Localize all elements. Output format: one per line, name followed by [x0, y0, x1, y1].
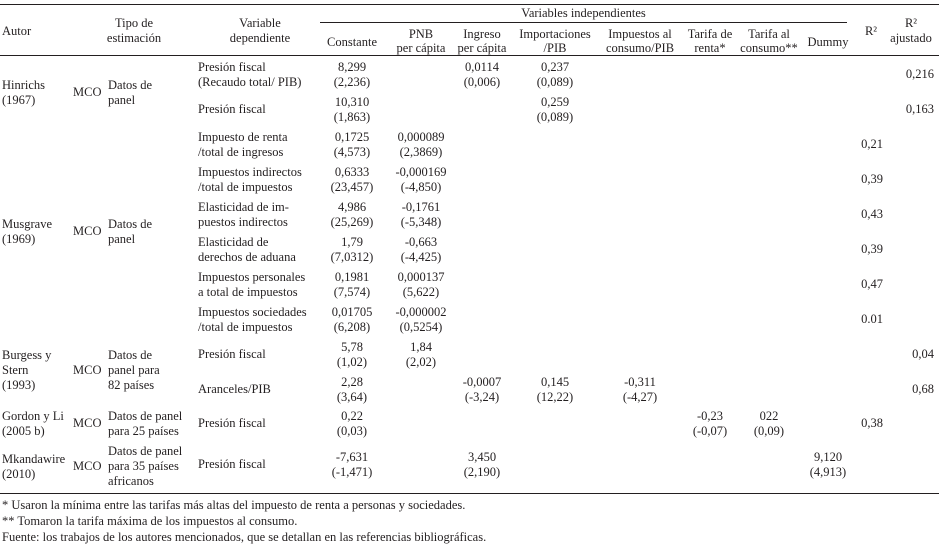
dependent-variable: Elasticidad de — [198, 235, 269, 249]
r2-value: 0,43 — [861, 207, 883, 221]
r2-ajustado-value: 0,04 — [912, 347, 934, 361]
std-error-constante: (23,457) — [330, 180, 374, 194]
r2-value: 0,21 — [861, 137, 883, 151]
estimation-type: Datos de — [108, 78, 153, 92]
header-tipo-1: Tipo de — [114, 16, 154, 30]
std-error-pnb: (0,5254) — [399, 320, 443, 334]
estimation-type: Datos de panel — [108, 409, 183, 423]
r2-value: 0,39 — [861, 242, 883, 256]
std-error-ingreso: (-3,24) — [464, 390, 500, 404]
coefficient-constante: 5,78 — [341, 340, 363, 354]
coefficient-constante: -7,631 — [335, 450, 369, 464]
r2-ajustado-value: 0,163 — [905, 102, 934, 116]
author-name: (1993) — [2, 378, 36, 392]
std-error-constante: (2,236) — [333, 75, 371, 89]
coefficient-constante: 8,299 — [337, 60, 367, 74]
std-error-importaciones: (0,089) — [536, 110, 574, 124]
std-error-importaciones: (12,22) — [536, 390, 574, 404]
dependent-variable: /total de ingresos — [198, 145, 284, 159]
std-error-importaciones: (0,089) — [536, 75, 574, 89]
r2-value: 0,47 — [861, 277, 883, 291]
r2-value: 0,39 — [861, 172, 883, 186]
header-dummy: Dummy — [807, 35, 849, 49]
header-group: Variables independientes — [521, 6, 646, 20]
std-error-constante: (7,574) — [333, 285, 371, 299]
dependent-variable: Impuestos personales — [198, 270, 306, 284]
header-r2-ajustado-1: R² — [904, 16, 918, 30]
header-ingreso-2: per cápita — [457, 41, 507, 55]
coefficient-ingreso: 3,450 — [467, 450, 497, 464]
header-tarifa-renta-2: renta* — [694, 41, 726, 55]
std-error-constante: (1,02) — [336, 355, 368, 369]
author-name: Hinrichs — [2, 78, 46, 92]
estimation-type: panel — [108, 232, 136, 246]
header-importaciones-2: /PIB — [543, 41, 567, 55]
coefficient-pnb: 0,000089 — [397, 130, 445, 144]
coefficient-constante: 0,22 — [341, 409, 363, 423]
std-error-constante: (25,269) — [330, 215, 374, 229]
header-variable-2: dependiente — [229, 31, 291, 45]
coefficient-pnb: 0,000137 — [397, 270, 445, 284]
header-r2-ajustado-2: ajustado — [890, 31, 932, 45]
coefficient-importaciones: 0,259 — [540, 95, 570, 109]
std-error-impuestos: (-4,27) — [622, 390, 658, 404]
estimation-type: para 25 países — [108, 424, 179, 438]
dependent-variable: a total de impuestos — [198, 285, 298, 299]
author-name: Musgrave — [2, 217, 52, 231]
r2-value: 0.01 — [861, 312, 883, 326]
dependent-variable: Presión fiscal — [198, 347, 266, 361]
header-impuestos-1: Impuestos al — [608, 27, 672, 41]
coefficient-pnb: 1,84 — [410, 340, 432, 354]
coefficient-pnb: -0,000002 — [395, 305, 447, 319]
coefficient-constante: 10,310 — [334, 95, 370, 109]
author-name: (1967) — [2, 93, 36, 107]
std-error-tarifa-renta: (-0,07) — [692, 424, 728, 438]
std-error-ingreso: (0,006) — [463, 75, 501, 89]
header-ingreso-1: Ingreso — [463, 27, 501, 41]
coefficient-constante: 4,986 — [337, 200, 367, 214]
std-error-constante: (4,573) — [333, 145, 371, 159]
footnote-renta: * Usaron la mínima entre las tarifas más altas del impuesto de renta a personas y sociedades. — [2, 498, 466, 512]
dependent-variable: Impuestos sociedades — [198, 305, 307, 319]
header-constante: Constante — [327, 35, 377, 49]
header-pnb-1: PNB — [408, 27, 434, 41]
author-name: Stern — [2, 363, 29, 377]
author-name: (1969) — [2, 232, 36, 246]
header-impuestos-2: consumo/PIB — [605, 41, 675, 55]
header-r2: R² — [864, 24, 878, 38]
coefficient-ingreso: -0,0007 — [462, 375, 502, 389]
estimation-type: panel para — [108, 363, 160, 377]
dependent-variable: /total de impuestos — [198, 320, 293, 334]
std-error-constante: (0,03) — [336, 424, 368, 438]
header-tipo-2: estimación — [106, 31, 162, 45]
method-label: MCO — [73, 85, 102, 99]
coefficient-tarifa-consumo: 022 — [759, 409, 779, 423]
coefficient-pnb: -0,663 — [404, 235, 438, 249]
author-name: Mkandawire — [2, 452, 66, 466]
r2-value: 0,38 — [861, 416, 883, 430]
dependent-variable: Impuesto de renta — [198, 130, 288, 144]
header-pnb-2: per cápita — [396, 41, 446, 55]
author-name: Burgess y — [2, 348, 52, 362]
dependent-variable: puestos indirectos — [198, 215, 288, 229]
coefficient-constante: 0,6333 — [334, 165, 370, 179]
header-importaciones-1: Importaciones — [519, 27, 591, 41]
std-error-tarifa-consumo: (0,09) — [753, 424, 785, 438]
coefficient-dummy: 9,120 — [813, 450, 843, 464]
estimation-type: para 35 países — [108, 459, 179, 473]
coefficient-constante: 0,01705 — [331, 305, 373, 319]
top-rule — [0, 4, 939, 5]
coefficient-ingreso: 0,0114 — [465, 60, 499, 74]
group-rule — [320, 22, 847, 23]
std-error-constante: (3,64) — [336, 390, 368, 404]
coefficient-importaciones: 0,145 — [540, 375, 570, 389]
method-label: MCO — [73, 416, 102, 430]
estimation-type: 82 países — [108, 378, 155, 392]
dependent-variable: Impuestos indirectos — [198, 165, 302, 179]
std-error-pnb: (2,02) — [405, 355, 437, 369]
header-tarifa-renta-1: Tarifa de — [687, 27, 733, 41]
coefficient-constante: 1,79 — [341, 235, 363, 249]
dependent-variable: /total de impuestos — [198, 180, 293, 194]
header-variable-1: Variable — [239, 16, 281, 30]
std-error-pnb: (2,3869) — [399, 145, 443, 159]
coefficient-constante: 0,1981 — [334, 270, 370, 284]
method-label: MCO — [73, 459, 102, 473]
std-error-pnb: (-5,348) — [400, 215, 442, 229]
std-error-constante: (1,863) — [333, 110, 371, 124]
header-tarifa-consumo-1: Tarifa al — [748, 27, 790, 41]
coefficient-constante: 0,1725 — [334, 130, 370, 144]
estimation-type: Datos de — [108, 348, 153, 362]
dependent-variable: Presión fiscal — [198, 416, 266, 430]
coefficient-tarifa-renta: -0,23 — [696, 409, 724, 423]
coefficient-importaciones: 0,237 — [540, 60, 570, 74]
r2-ajustado-value: 0,68 — [912, 382, 934, 396]
footnote-consumo: ** Tomaron la tarifa máxima de los impuestos al consumo. — [2, 514, 298, 528]
method-label: MCO — [73, 224, 102, 238]
bottom-rule — [0, 493, 939, 494]
std-error-pnb: (-4,425) — [400, 250, 442, 264]
estimation-type: Datos de — [108, 217, 153, 231]
author-name: Gordon y Li — [2, 409, 64, 423]
header-tarifa-consumo-2: consumo** — [740, 41, 798, 55]
coefficient-constante: 2,28 — [341, 375, 363, 389]
coefficient-impuestos: -0,311 — [624, 375, 656, 389]
coefficient-pnb: -0,1761 — [401, 200, 441, 214]
author-name: (2005 b) — [2, 424, 45, 438]
method-label: MCO — [73, 363, 102, 377]
dependent-variable: derechos de aduana — [198, 250, 296, 264]
std-error-pnb: (5,622) — [402, 285, 440, 299]
dependent-variable: Elasticidad de im- — [198, 200, 289, 214]
footnote-fuente: Fuente: los trabajos de los autores mencionados, que se detallan en las referencias bibliográficas. — [2, 530, 487, 544]
std-error-dummy: (4,913) — [809, 465, 847, 479]
dependent-variable: Aranceles/PIB — [198, 382, 271, 396]
author-name: (2010) — [2, 467, 36, 481]
r2-ajustado-value: 0,216 — [905, 67, 934, 81]
std-error-ingreso: (2,190) — [463, 465, 501, 479]
dependent-variable: Presión fiscal — [198, 60, 266, 74]
estimation-type: panel — [108, 93, 136, 107]
estimation-type: Datos de panel — [108, 444, 183, 458]
header-autor: Autor — [2, 24, 32, 38]
std-error-constante: (7,0312) — [330, 250, 374, 264]
estimation-type: africanos — [108, 474, 154, 488]
dependent-variable: (Recaudo total/ PIB) — [198, 75, 302, 89]
coefficient-pnb: -0,000169 — [395, 165, 447, 179]
std-error-pnb: (-4,850) — [400, 180, 442, 194]
dependent-variable: Presión fiscal — [198, 102, 266, 116]
std-error-constante: (6,208) — [333, 320, 371, 334]
dependent-variable: Presión fiscal — [198, 457, 266, 471]
std-error-constante: (-1,471) — [331, 465, 373, 479]
